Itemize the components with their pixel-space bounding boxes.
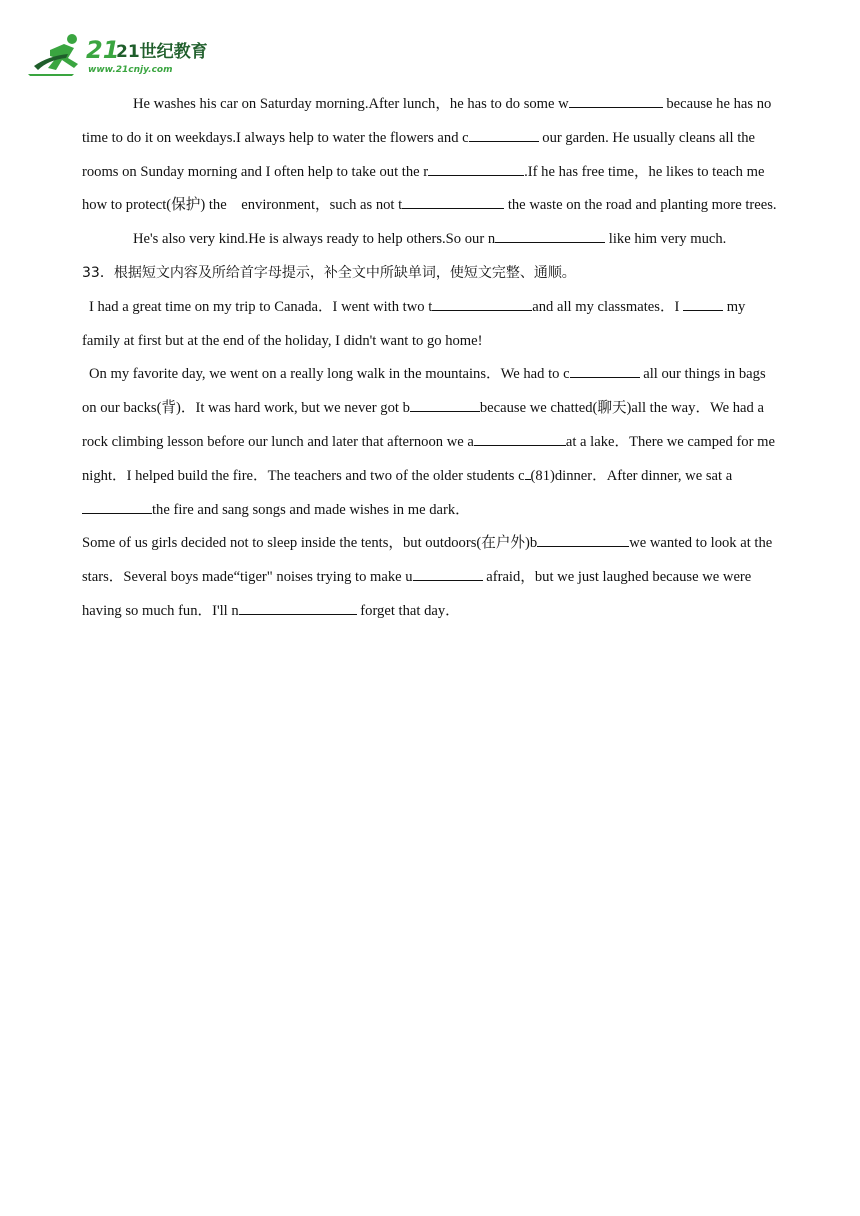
running-man-logo-icon (28, 30, 208, 78)
text-segment: the fire and sang songs and made wishes in me dark． (152, 501, 470, 518)
text-segment: the waste on the road and planting more trees. (504, 197, 777, 214)
text-segment: forget that day． (356, 602, 460, 619)
text-segment: at a lake．There we camped for me night．I helped build the fire．The teachers and two of the older students c (82, 433, 775, 484)
passage1-paragraph2 (82, 223, 780, 257)
blank (537, 533, 629, 547)
text-segment: my family at first but at the end of the holiday, I didn't want to go home! (82, 298, 746, 349)
svg-text:21: 21 (86, 36, 120, 64)
blank (474, 432, 566, 446)
text-segment: He's also very kind.He is always ready to help others.So our n (133, 231, 496, 248)
blank (410, 398, 480, 412)
logo-brand-text: 21世纪教育 (116, 42, 208, 62)
question-heading: 33．根据短文内容及所给首字母提示，补全文中所缺单词，使短文完整、通顺。 (82, 264, 576, 281)
text-segment: afraid，but we just laughed because we were having so much fun．I'll n (82, 569, 752, 619)
site-logo (28, 30, 208, 78)
text-segment: I had a great time on my trip to Canada．I went with two t (89, 298, 433, 315)
text-segment: like him very much. (605, 231, 727, 248)
blank (469, 128, 539, 142)
text-segment: .If he has free time，he likes to teach me how to protect(保护) the environment，such as not t (82, 163, 765, 214)
blank (495, 229, 605, 243)
q33-paragraph2 (82, 358, 780, 527)
document-body (82, 88, 786, 629)
text-segment: because he has no time to do it on weekdays.I always help to water the flowers and c (82, 96, 786, 146)
q33-paragraph3 (82, 527, 780, 628)
text-segment: He washes his car on Saturday morning.After lunch，he has to do some w (133, 96, 569, 112)
blank (432, 297, 532, 311)
blank (569, 94, 663, 108)
logo-url-text: www.21cnjy.com (88, 65, 173, 75)
blank (239, 601, 357, 615)
text-segment: and all my classmates．I (532, 298, 684, 315)
blank (428, 162, 524, 176)
blank (570, 364, 640, 378)
text-segment: all our things in bags on our backs(背)．It was hard work, but we never got b (82, 366, 766, 417)
blank (402, 195, 504, 209)
text-segment: because we chatted(聊天)all the way．We had a rock climbing lesson before our lunch and later that afternoon we a (82, 400, 764, 450)
blank (683, 297, 723, 311)
text-segment: Some of us girls decided not to sleep inside the tents，but outdoors(在户外)b (82, 535, 538, 552)
text-segment: we wanted to look at the stars．Several boys made“tiger" noises trying to make u (82, 535, 773, 586)
text-segment: (81)dinner．After dinner, we sat a (530, 467, 733, 484)
text-segment: our garden. He usually cleans all the rooms on Sunday morning and I often help to take out the r (82, 129, 756, 180)
text-segment: On my favorite day, we went on a really long walk in the mountains．We had to c (89, 366, 570, 383)
passage1-paragraph1 (82, 88, 786, 223)
blank (413, 567, 483, 581)
blank (82, 500, 152, 514)
q33-paragraph1 (82, 291, 780, 359)
